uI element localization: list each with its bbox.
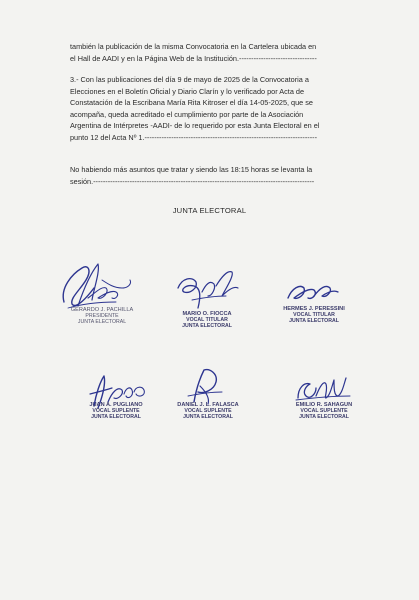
signer-body: JUNTA ELECTORAL xyxy=(299,414,349,421)
text-line: Constatación de la Escribana María Rita Kitroser el día 14-05-2025, que se xyxy=(70,98,313,108)
signature-block-pugliano xyxy=(66,402,166,421)
text-line: No habiendo más asuntos que tratar y siendo las 18:15 horas se levanta la xyxy=(70,165,313,174)
signature-fiocca-scribble xyxy=(172,266,242,312)
signer-role: PRESIDENTE xyxy=(85,313,119,320)
signature-block-fiocca xyxy=(157,311,257,330)
signer-body: JUNTA ELECTORAL xyxy=(91,414,141,421)
signer-name: DANIEL J. L. FALASCA xyxy=(177,402,239,408)
signer-body: JUNTA ELECTORAL xyxy=(77,319,127,326)
paragraph-verification xyxy=(70,74,360,144)
signer-body: JUNTA ELECTORAL xyxy=(182,323,232,330)
signer-name: GERARDO J. PACHILLA xyxy=(70,307,134,313)
junta-electoral-heading: JUNTA ELECTORAL xyxy=(172,206,247,215)
text-line: también la publicación de la misma Convocatoria en la Cartelera ubicada en xyxy=(70,42,317,51)
signature-block-peressini xyxy=(262,306,366,325)
text-line: Elecciones en el Boletín Oficial y Diario Clarín y lo verificado por Acta de xyxy=(70,86,305,96)
signature-block-pachilla xyxy=(52,307,152,326)
signer-name: EMILIO R. SAHAGUN xyxy=(295,402,353,408)
text-line: acompaña, queda acreditado el cumplimiento por parte de la Asociación xyxy=(70,109,304,119)
text-line: Argentina de Intérpretes -AADI- de lo requerido por esta Junta Electoral en el xyxy=(70,121,320,131)
signer-role: VOCAL SUPLENTE xyxy=(92,408,140,415)
signer-name: MARIO O. FIOCCA xyxy=(182,311,232,317)
signature-block-falasca xyxy=(158,402,258,421)
signer-role: VOCAL TITULAR xyxy=(186,317,228,324)
signer-name: HERMES J. PERESSINI xyxy=(283,306,345,312)
paragraph-closing xyxy=(70,164,360,187)
signer-role: VOCAL SUPLENTE xyxy=(184,408,232,415)
paragraph-publication xyxy=(70,41,360,64)
text-line: sesión.------------------------------------------------------------------------------------------- xyxy=(70,176,315,186)
signer-body: JUNTA ELECTORAL xyxy=(183,414,233,421)
text-line: punto 12 del Acta Nº 1.----------------------------------------------------------------------- xyxy=(70,132,317,142)
signature-falasca-scribble xyxy=(180,366,228,406)
signer-role: VOCAL TITULAR xyxy=(293,312,335,319)
signature-block-sahagun xyxy=(274,402,374,421)
text-line: 3.- Con las publicaciones del día 9 de mayo de 2025 de la Convocatoria a xyxy=(70,75,309,84)
signer-role: VOCAL SUPLENTE xyxy=(300,408,348,415)
text-line: el Hall de AADI y en la Página Web de la Institución.-------------------------------- xyxy=(70,53,317,63)
signature-peressini-scribble xyxy=(284,278,340,306)
signer-name: JUAN A. PUGLIANO xyxy=(89,402,143,408)
signer-body: JUNTA ELECTORAL xyxy=(289,318,339,325)
signature-pachilla-scribble xyxy=(58,258,138,314)
